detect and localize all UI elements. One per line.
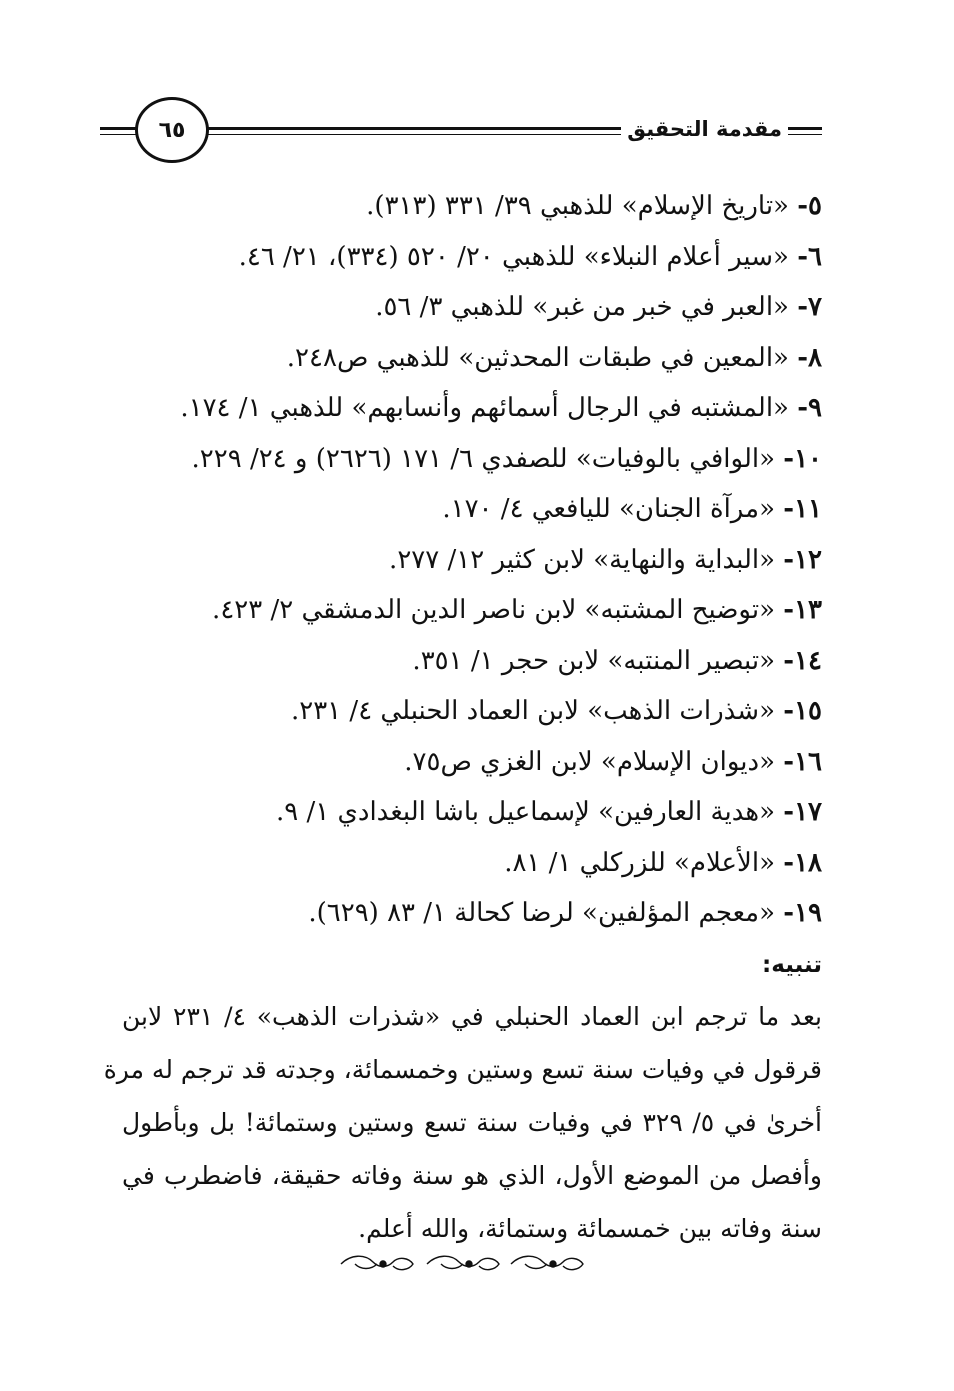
item-number: ٥- xyxy=(797,191,822,221)
note-line: أخرىٰ في ٥/ ٣٢٩ في وفيات سنة تسع وستين وستمائة! بل وبأطول xyxy=(122,1108,822,1137)
ornament-flourish xyxy=(511,1256,583,1269)
list-item xyxy=(180,181,822,232)
list-item xyxy=(180,434,822,485)
item-text: «الأعلام» للزركلي ١/ ٨١. xyxy=(504,847,775,878)
list-item xyxy=(180,282,822,333)
note-line: قرقول في وفيات سنة تسع وستين وخمسمائة، وجدته قد ترجم له مرة xyxy=(103,1055,822,1084)
note-heading: تنبيه: xyxy=(762,952,822,978)
note-line: وأفصل من الموضع الأول، الذي هو سنة وفاته حقيقة، فاضطرب في xyxy=(122,1161,822,1190)
note-line: بعد ما ترجم ابن العماد الحنبلي في «شذرات الذهب» ٤/ ٢٣١ لابن xyxy=(122,1002,822,1031)
ornament-divider xyxy=(337,1252,587,1276)
list-item xyxy=(180,686,822,737)
header-rule-left xyxy=(100,127,140,130)
list-item xyxy=(180,737,822,788)
header-rule-left-thin xyxy=(100,134,140,135)
item-text: «تبصير المنتبه» لابن حجر ١/ ٣٥١. xyxy=(412,645,775,676)
list-item xyxy=(180,383,822,434)
item-number: ١٢- xyxy=(783,544,822,575)
item-text: «المعين في طبقات المحدثين» للذهبي ص٢٤٨. xyxy=(286,342,789,373)
list-item xyxy=(180,484,822,535)
item-text: «العبر في خبر من غبر» للذهبي ٣/ ٥٦. xyxy=(375,292,789,322)
item-number: ١٦- xyxy=(783,746,822,777)
item-number: ١٥- xyxy=(783,696,822,726)
item-text: «معجم المؤلفين» لرضا كحالة ١/ ٨٣ (٦٢٩). xyxy=(308,898,775,928)
item-text: «شذرات الذهب» لابن العماد الحنبلي ٤/ ٢٣١. xyxy=(290,696,775,726)
item-number: ١٧- xyxy=(783,797,822,827)
item-number: ٦- xyxy=(797,241,822,272)
list-item xyxy=(180,535,822,586)
list-item xyxy=(180,888,822,939)
item-text: «تاريخ الإسلام» للذهبي ٣٩/ ٣٣١ (٣١٣). xyxy=(366,191,789,221)
list-item xyxy=(180,232,822,283)
item-number: ١٨- xyxy=(783,847,822,878)
item-number: ٩- xyxy=(797,393,822,423)
list-item xyxy=(180,838,822,889)
item-text: «مرآة الجنان» لليافعي ٤/ ١٧٠. xyxy=(442,494,775,524)
list-item xyxy=(180,585,822,636)
page-number-badge xyxy=(135,97,209,163)
item-text: «الوافي بالوفيات» للصفدي ٦/ ١٧١ (٢٦٢٦) و ٢٤/ ٢٢٩. xyxy=(191,443,775,474)
item-number: ١٣- xyxy=(783,595,822,625)
ornament-flourish xyxy=(427,1256,499,1269)
item-number: ١٩- xyxy=(783,898,822,928)
item-number: ٧- xyxy=(797,292,822,322)
item-number: ١٤- xyxy=(783,645,822,676)
page-header xyxy=(100,97,822,167)
reference-list xyxy=(180,181,822,939)
item-number: ١٠- xyxy=(783,443,822,474)
page-number: ٦٥ xyxy=(158,117,186,143)
note-paragraph xyxy=(103,990,822,1255)
list-item xyxy=(180,636,822,687)
item-text: «توضيح المشتبه» لابن ناصر الدين الدمشقي ٢/ ٤٢٣. xyxy=(212,595,775,625)
item-text: «هدية العارفين» لإسماعيل باشا البغدادي ١/ ٩. xyxy=(276,797,775,827)
item-text: «البداية والنهاية» لابن كثير ١٢/ ٢٧٧. xyxy=(389,544,775,575)
note-line: سنة وفاته بين خمسمائة وستمائة، والله أعلم. xyxy=(358,1214,822,1243)
item-number: ١١- xyxy=(783,494,822,524)
ornament-flourish xyxy=(341,1256,413,1269)
item-number: ٨- xyxy=(797,342,822,373)
list-item xyxy=(180,787,822,838)
running-title: مقدمة التحقيق xyxy=(621,117,788,141)
item-text: «ديوان الإسلام» لابن الغزي ص٧٥. xyxy=(404,746,775,777)
item-text: «سير أعلام النبلاء» للذهبي ٢٠/ ٥٢٠ (٣٣٤)، ٢١/ ٤٦. xyxy=(238,241,789,272)
list-item xyxy=(180,333,822,384)
item-text: «المشتبه في الرجال أسمائهم وأنسابهم» للذهبي ١/ ١٧٤. xyxy=(180,393,789,423)
